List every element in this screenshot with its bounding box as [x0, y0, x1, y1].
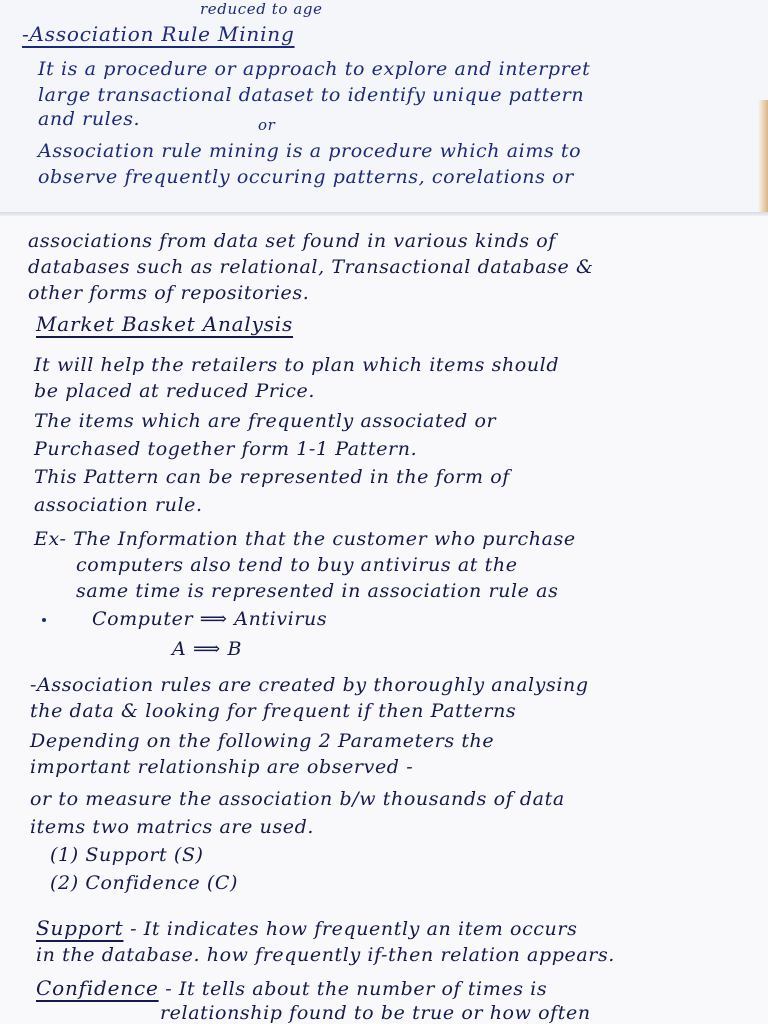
text-line: The items which are frequently associated or: [34, 410, 497, 432]
text-line: This Pattern can be represented in the form of: [34, 466, 510, 488]
text-line: relationship found to be true or how often: [160, 1002, 591, 1024]
text-line: other forms of repositories.: [28, 282, 310, 304]
text-line: Ex- The Information that the customer who purchase: [34, 528, 576, 550]
text-line: It will help the retailers to plan which items should: [34, 354, 560, 376]
metric-support: (1) Support (S): [50, 844, 204, 866]
rule-example: Computer ⟹ Antivirus: [92, 608, 328, 630]
text-line: or to measure the association b/w thousands of data: [30, 788, 565, 810]
text-line: Depending on the following 2 Parameters the: [30, 730, 495, 752]
text-line: associations from data set found in various kinds of: [28, 230, 556, 252]
text-line: It is a procedure or approach to explore and interpret: [38, 58, 591, 80]
confidence-heading: Confidence: [36, 976, 159, 1000]
text-line: association rule.: [34, 494, 203, 516]
torn-page-edge: [758, 100, 768, 214]
notebook-page-bottom: [0, 216, 768, 1024]
heading-association-rule-mining: -Association Rule Mining: [22, 22, 295, 46]
confidence-definition: [36, 976, 547, 1000]
text-line: the data & looking for frequent if then Patterns: [30, 700, 517, 722]
metric-confidence: (2) Confidence (C): [50, 872, 239, 894]
text-line: and rules.: [38, 108, 141, 130]
text-line: be placed at reduced Price.: [34, 380, 315, 402]
text-line: computers also tend to buy antivirus at the: [76, 554, 518, 576]
heading-market-basket-analysis: Market Basket Analysis: [36, 312, 294, 336]
rule-example-ab: A ⟹ B: [172, 638, 243, 660]
notebook-page-top: [0, 0, 768, 214]
support-text: - It indicates how frequently an item occurs: [123, 918, 578, 940]
bullet-dot: [42, 618, 46, 622]
support-definition: [36, 916, 577, 940]
text-line: items two matrics are used.: [30, 816, 315, 838]
confidence-text: - It tells about the number of times is: [158, 978, 548, 1000]
text-line: important relationship are observed -: [30, 756, 414, 778]
text-line: in the database. how frequently if-then relation appears.: [36, 944, 615, 966]
text-line: observe frequently occuring patterns, corelations or: [38, 166, 574, 188]
text-line: same time is represented in association rule as: [76, 580, 559, 602]
text-line: -Association rules are created by thoroughly analysing: [30, 674, 589, 696]
text-line: Purchased together form 1-1 Pattern.: [34, 438, 418, 460]
support-heading: Support: [36, 916, 124, 940]
or-label: or: [258, 116, 276, 134]
annotation-reduced: reduced to age: [200, 0, 323, 18]
text-line: large transactional dataset to identify unique pattern: [38, 84, 585, 106]
text-line: databases such as relational, Transactional database &: [28, 256, 594, 278]
text-line: Association rule mining is a procedure which aims to: [38, 140, 582, 162]
